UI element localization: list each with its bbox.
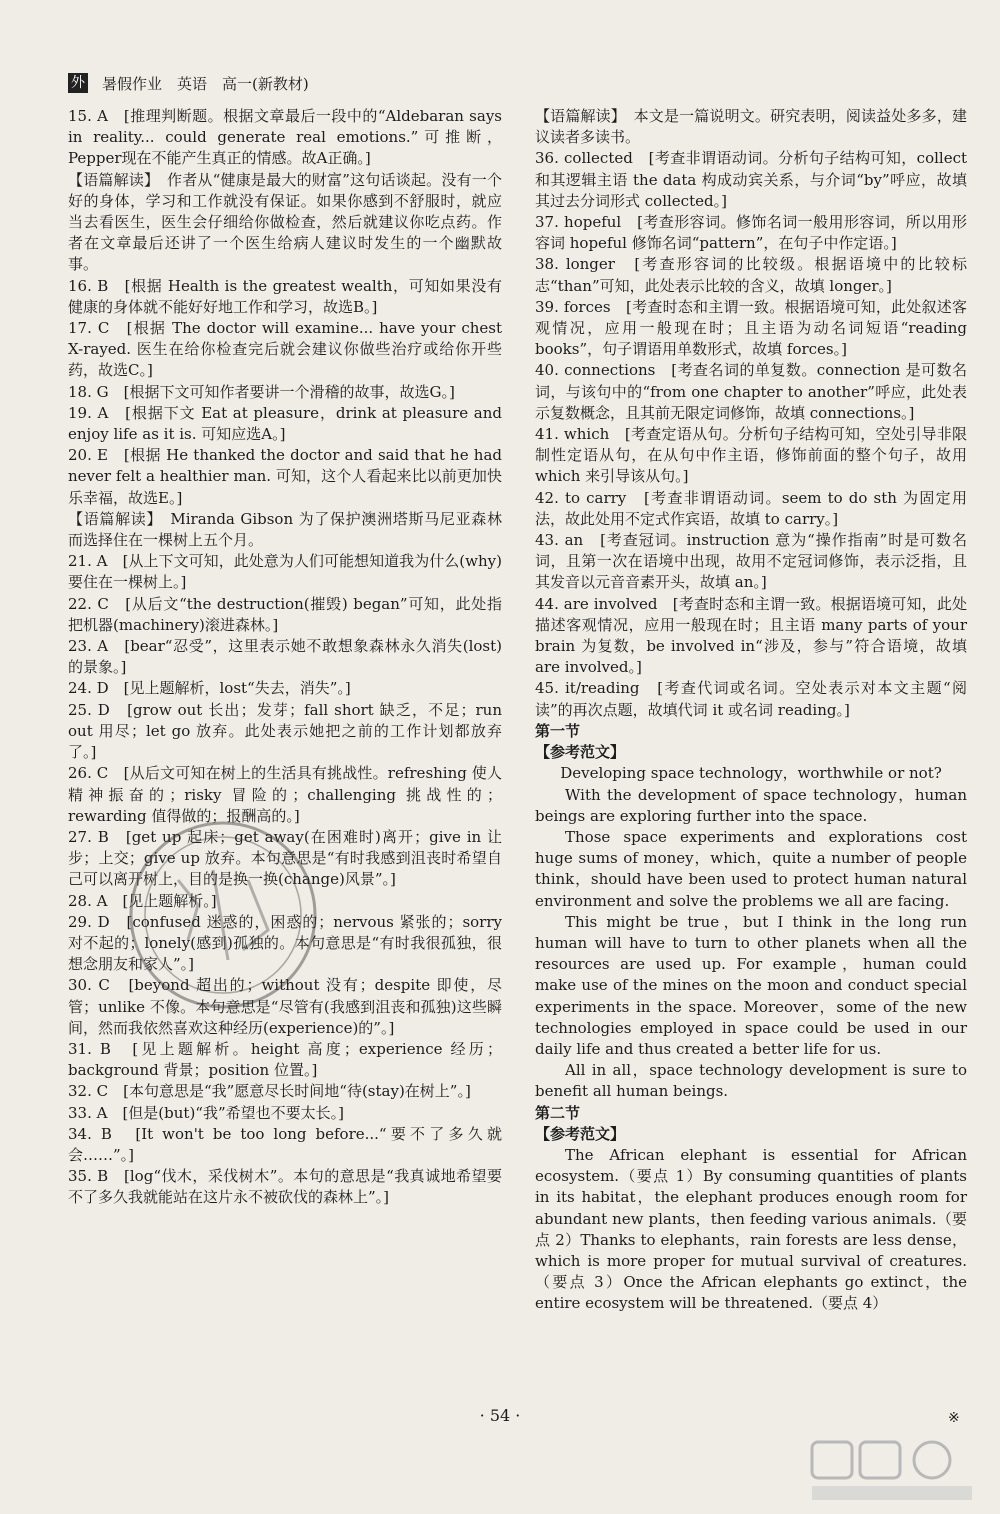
right-column: [535, 106, 967, 1315]
answer-33: 33. A [但是(but)“我”希望也不要太长。]: [68, 1103, 344, 1122]
answer-38: 38. longer [考查形容词的比较级。根据语境中的比较标志“than”可知，此处表示比较的含义，故填 longer。]: [535, 255, 967, 295]
header-text: 暑假作业 英语 高一(新教材): [102, 74, 309, 93]
page-number: · 54 ·: [479, 1406, 521, 1425]
answer-21: 21. A [从上下文可知，此处意为人们可能想知道我为什么(why)要住在一棵树上。]: [68, 552, 502, 592]
essay-title: Developing space technology，worthwhile or not?: [560, 764, 942, 783]
answer-15: 15. A [推理判断题。根据文章最后一段中的“Aldebaran says in reality... could generate real emotions.”可推断，Pepper现在不能产生真正的情感。故A正确。]: [68, 107, 502, 168]
answer-29: 29. D [confused 迷惑的，困惑的；nervous 紧张的；sorry 对不起的；lonely(感到)孤独的。本句意思是“有时我很孤独，很想念朋友和家人”。]: [68, 912, 502, 974]
answer-31: 31. B [见上题解析。height 高度；experience 经历；background 背景；position 位置。]: [68, 1039, 502, 1080]
answer-18: 18. G [根据下文可知作者要讲一个滑稽的故事，故选G。]: [68, 382, 455, 401]
section-1-label: 【参考范文】: [535, 743, 626, 762]
section-2-title: 第二节: [535, 1103, 581, 1122]
answer-25: 25. D [grow out 长出；发芽；fall short 缺乏，不足；run out 用尽；let go 放弃。此处表示她把之前的工作计划都放弃了。]: [68, 700, 502, 762]
answer-22: 22. C [从后文“the destruction(摧毁) began”可知，此处指把机器(machinery)滚进森林。]: [68, 594, 502, 634]
passage-analysis: 【语篇解读】 作者从“健康是最大的财富”这句话谈起。没有一个好的身体，学习和工作就没有保证。如果你感到不舒服时，就应当去看医生，医生会仔细给你做检查，然后就建议你吃点药。作者在文章最后还讲了一个医生给病人建议时发生的一个幽默故事。: [68, 170, 502, 274]
answer-45: 45. it/reading [考查代词或名词。空处表示对本文主题“阅读”的再次点题，故填代词 it 或名词 reading。]: [535, 679, 967, 719]
answer-20: 20. E [根据 He thanked the doctor and said that he had never felt a healthier man. 可知，这个人看起来比以前更加快乐幸福，故选E。]: [68, 446, 502, 507]
section-2-label: 【参考范文】: [535, 1124, 626, 1143]
header-badge: 外: [68, 73, 88, 93]
left-column: [68, 106, 502, 1209]
answer-42: 42. to carry [考查非谓语动词。seem to do sth 为固定用法，故此处用不定式作宾语，故填 to carry。]: [535, 488, 967, 528]
answer-30: 30. C [beyond 超出的；without 没有；despite 即使，尽管；unlike 不像。本句意思是“尽管有(我感到沮丧和孤独)这些瞬间，然而我依然喜欢这种经历(experience)的”。]: [68, 976, 502, 1037]
essay-paragraph: The African elephant is essential for African ecosystem.（要点 1）By consuming quantities of plants in its habitat，the elephant produces enough room for abundant new plants，then feeding various animals.（要点 2）Thanks to elephants，rain forests are less dense，which is more proper for mutual survival of creatures.（要点 3）Once the African elephants go extinct，the entire ecosystem will be threatened.（要点 4）: [535, 1145, 967, 1313]
answer-16: 16. B [根据 Health is the greatest wealth，可知如果没有健康的身体就不能好好地工作和学习，故选B。]: [68, 276, 502, 316]
answer-24: 24. D [见上题解析，lost“失去，消失”。]: [68, 679, 351, 698]
essay-paragraph: Those space experiments and explorations cost huge sums of money，which，quite a number of people think，should have been used to protect human natural environment and solve the problems we all are facing.: [535, 827, 967, 910]
answer-36: 36. collected [考查非谓语动词。分析句子结构可知，collect 和其逻辑主语 the data 构成动宾关系，与介词“by”呼应，故填其过去分词形式 collected。]: [535, 149, 967, 210]
answer-40: 40. connections [考查名词的单复数。connection 是可数名词，与该句中的“from one chapter to another”呼应，此处表示复数概念，且其前无限定词修饰，故填 connections。]: [535, 361, 967, 422]
answer-35: 35. B [log“伐木，采伐树木”。本句的意思是“我真诚地希望要不了多久我就能站在这片永不被砍伐的森林上”。]: [68, 1167, 502, 1207]
running-header: [68, 70, 309, 96]
passage-analysis: 【语篇解读】 本文是一篇说明文。研究表明，阅读益处多多，建议读者多读书。: [535, 107, 967, 147]
answer-43: 43. an [考查冠词。instruction 意为“操作指南”时是可数名词，且第一次在语境中出现，故用不定冠词修饰，表示泛指，且其发音以元音音素开头，故填 an。]: [535, 531, 967, 592]
site-watermark: [808, 1436, 978, 1506]
footer-mark: ※: [948, 1410, 960, 1426]
answer-19: 19. A [根据下文 Eat at pleasure，drink at pleasure and enjoy life as it is. 可知应选A。]: [68, 403, 502, 444]
answer-28: 28. A [见上题解析。]: [68, 891, 217, 910]
answer-44: 44. are involved [考查时态和主谓一致。根据语境可知，此处描述客观情况，应用一般现在时；且主语 many parts of your brain 为复数，be involved in“涉及，参与”符合语境，故填 are involved。]: [535, 594, 967, 677]
answer-26: 26. C [从后文可知在树上的生活具有挑战性。refreshing 使人精神振奋的；risky 冒险的；challenging 挑战性的；rewarding 值得做的；报酬高的。]: [68, 764, 502, 825]
section-1-title: 第一节: [535, 721, 581, 740]
answer-34: 34. B [It won't be too long before...“要不了多久就会……”。]: [68, 1124, 502, 1164]
answer-41: 41. which [考查定语从句。分析句子结构可知，空处引导非限制性定语从句，在从句中作主语，修饰前面的整个句子，故用 which 来引导该从句。]: [535, 425, 967, 486]
answer-27: 27. B [get up 起床；get away(在困难时)离开；give in 让步；上交；give up 放弃。本句意思是“有时我感到沮丧时希望自己可以离开树上，目的是换一换(change)风景”。]: [68, 827, 502, 889]
answer-17: 17. C [根据 The doctor will examine... have your chest X-rayed. 医生在给你检查完后就会建议你做些治疗或给你开些药，故选C。]: [68, 319, 502, 380]
answer-37: 37. hopeful [考查形容词。修饰名词一般用形容词，所以用形容词 hopeful 修饰名词“pattern”，在句子中作定语。]: [535, 213, 967, 253]
essay-paragraph: This might be true，but I think in the long run human will have to turn to other planets when all the resources are used up. For example，human could make use of the mines on the moon and conduct special experiments in the space. Moreover，some of the new technologies employed in space could be used in our daily life and thus created a better life for us.: [535, 912, 967, 1058]
answer-23: 23. A [bear“忍受”，这里表示她不敢想象森林永久消失(lost)的景象。]: [68, 637, 502, 677]
answer-39: 39. forces [考查时态和主谓一致。根据语境可知，此处叙述客观情况，应用一般现在时；且主语为动名词短语“reading books”，句子谓语用单数形式，故填 forces。]: [535, 297, 967, 359]
answer-32: 32. C [本句意思是“我”愿意尽长时间地“待(stay)在树上”。]: [68, 1082, 471, 1101]
passage-analysis: 【语篇解读】 Miranda Gibson 为了保护澳洲塔斯马尼亚森林而选择住在一棵树上五个月。: [68, 509, 502, 550]
essay-paragraph: All in all，space technology development is sure to benefit all human beings.: [535, 1061, 967, 1101]
essay-paragraph: With the development of space technology，human beings are exploring further into the space.: [535, 785, 967, 825]
